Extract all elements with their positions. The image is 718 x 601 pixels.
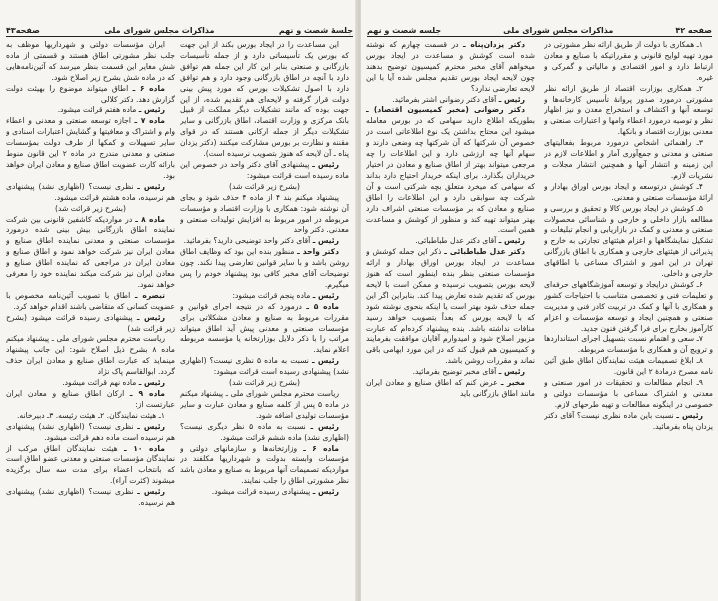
paragraph-text: عرض کنم که اطاق صنایع و معادن ایران مانند اطاق بازرگانی باید xyxy=(366,378,535,398)
speech-paragraph xyxy=(366,378,535,400)
paragraph-text: ۷ـ سعی و اهتمام نسبت بتسهیل اجرای استانداردها و ترویج آن و همکاری با مؤسسات مربوطه. xyxy=(544,334,713,355)
text-column xyxy=(180,40,349,591)
page-number: صفحه۴۳ xyxy=(6,26,40,35)
speaker-name: رئیس ـ xyxy=(138,105,165,115)
paragraph-text: پیشنهاد میکنم بند ۴ از ماده ۴ حذف شود و بجای آن نوشته شود: همکاری با وزارت اقتصاد و مؤسسات مربوطه در امور مربوط به افزایش تولیدات صنعتی و معدنی. دکتر واحد xyxy=(180,192,349,235)
paragraph-text: آقای دکتر رضوانی اشتر بفرمائید. xyxy=(392,94,497,104)
session-title: جلسهٔ شصت و نهم xyxy=(278,26,353,35)
speech-paragraph xyxy=(6,389,175,411)
speaker-name: ماده ۸ ـ xyxy=(135,214,165,224)
session-title: جلسه شصت و نهم xyxy=(367,26,442,35)
speech-paragraph xyxy=(366,105,535,236)
speaker-name: رئیس ـ xyxy=(312,487,339,497)
speech-paragraph xyxy=(544,411,713,433)
speaker-name: ماده ۹ ـ xyxy=(129,389,165,398)
text-paragraph xyxy=(544,84,713,139)
text-paragraph xyxy=(544,182,713,204)
paragraph-text: ریاست محترم مجلس شورای ملی ـ پیشنهاد میکنم ماده ۸ بشرح ذیل اصلاح شود: این جانب پیشنهاد مینماید که عبارت اطاق صنایع و معادن ایران حذف گردد. ابوالقاسم پاک نژاد xyxy=(6,334,175,377)
paragraph-text: نظری نیست؟ (اظهاری نشد) پیشنهادی هم نرسیده. xyxy=(6,487,175,508)
speaker-name: رئیس ـ xyxy=(312,290,339,300)
speaker-name: تبصره ـ xyxy=(134,290,165,300)
speaker-name: رئیس ـ xyxy=(137,487,165,497)
speech-paragraph xyxy=(180,236,349,247)
paragraph-text: بطوریکه اطلاع دارید سهامی که در بورس معامله میشود این محتاج بداشتن یک نوع اطلاعاتی است در خصوص آن شرکتها که آن شرکتها چه وضعی دارند و سهام آنها چه ارزشی دارد و این اطلاعات را چه مرجعی میتواند بهتر از اطاق صنایع و معادن در اختیار خریداران بگذارد. برای اینکه خریدار احتیاج دارد بداند که سهامی که میخرد متعلق بچه شرکتی است و آن شرکت چه سوابقی دارد و این اطلاعات را اطاق صنایع و معادن که بر مؤسسات صنعتی اشراف دارد بهتر میتواند تهیه کند و منظور از کوشش و مساعدت همین است. xyxy=(366,116,535,235)
speaker-name: ماده ۱۰ ـ xyxy=(124,443,165,453)
speech-paragraph xyxy=(6,487,175,509)
paragraph-text: وزارتخانه‌ها و سازمانهای دولتی و مؤسسات وابسته بدولت و شهرداریها مکلفند در مواردیکه تصمیمات آنها مربوط به صنایع و معادن باشد نظر مشورتی اطاق را جلب نمایند. xyxy=(180,443,349,486)
paragraph-text: ۱ـ هیئت نمایندگان. ۲ـ هیئت رئیسه. ۳ـ دبیرخانه. xyxy=(17,410,165,420)
speaker-name: ماده ۷ ـ xyxy=(134,116,166,126)
speaker-name: رئیس ـ xyxy=(137,421,165,431)
speaker-name: رئیس ـ xyxy=(498,236,525,246)
paragraph-text: نسبت به ماده ۵ نظر دیگری نیست؟ (اظهاری نشد) ماده ششم قرائت میشود. xyxy=(180,421,349,442)
paragraph-text: در مواردیکه کاشفین قانونی بین شرکت نماینده اطاق بازرگانی بیش بینی شده درمورد مؤسسات صنعتی و معدنی نماینده اطاق صنایع و معادن ایران نیز شرکت خواهد نمود و اطاق صنایع و معادن ایران در مراجعی که نماینده اطاق صنایع و معادن ایران نیز شرکت میکند نماینده خود را معرفی خواهد نمود. xyxy=(6,214,175,289)
speech-paragraph xyxy=(180,444,349,488)
speaker-name: رئیس ـ xyxy=(498,367,525,377)
speech-paragraph xyxy=(6,84,175,106)
paragraph-text: ذکر این جمله کوشش و مساعدت در ایجاد بورس اوراق بهادار و ارائه مؤسسات صنعتی بنظر بنده اینطور است که هنوز لایحه بورس بتصویب نرسیده و ممکن است با لایحه بورس که تقدیم شده تعارض پیدا کند. بنابراین اگر این جمله حذف شود بهتر است یا اینکه بنحوی نوشته شود که با لایحه بورس که بعداً بتصویب خواهد رسید منافات نداشته باشد. بنده پیشنهاد کرده‌ام که عبارت مزبور اصلاح شود و امیدوارم آقایان موافقت بفرمایند و کمیسیون هم قبول کند که در این مورد ابهامی باقی نماند و مقررات روشن باشد. xyxy=(366,247,535,366)
paragraph-text: ۶ـ کوشش درایجاد و توسعه آموزشگاههای حرفه‌ای و تعلیمات فنی و تخصصی متناسب با احتیاجات کشور و همکاری با آنها و کمک در تربیت کادر فنی و مدیریت صنعتی و همچنین ایجاد و توسعه مؤسسات و اعزام کارآموز بخارج برای فرا گرفتن فنون جدید. xyxy=(544,279,713,333)
paragraph-text: آقای دکتر واحد توضیحی دارید؟ بفرمائید. xyxy=(183,236,311,246)
speech-paragraph xyxy=(180,247,349,291)
paragraph-text: نسبت باین ماده نظری نیست؟ آقای دکتر یزدان پناه بفرمائید. xyxy=(544,410,713,431)
paragraph-text: ۵ـ کوشش در ایجاد بورس کالا و تحقیق و بررسی و مطالعه بازار داخلی و خارجی و شناسائی محصولات صنعتی و معدنی و کمک در بازاریابی و انجام تبلیغات و تشکیل نمایشگاهها و اعزام هیئتهای تجارتی به خارج و پذیرائی از هیئتهای خارجی و همکاری با اطاق بازرگانی تهران در این امور و اشتراک مساعی با اطاقهای خارجی و داخلی. xyxy=(544,203,713,279)
text-paragraph xyxy=(6,40,175,84)
speech-paragraph xyxy=(6,116,175,181)
text-column xyxy=(366,40,535,591)
paragraph-text: پیشنهادی رسیده قرائت میشود. xyxy=(211,487,311,497)
speech-paragraph xyxy=(6,313,175,335)
speech-paragraph xyxy=(6,105,175,116)
speech-paragraph xyxy=(366,95,535,106)
paragraph-text: پیشنهادی آقای دکتر واحد در خصوص این ماده رسیده است قرائت میشود: xyxy=(180,159,349,180)
speech-paragraph xyxy=(366,367,535,378)
speaker-name: دکتر عدل طباطبائی ـ xyxy=(444,247,525,257)
page-header xyxy=(367,23,712,37)
text-paragraph xyxy=(6,411,175,422)
paragraph-text: نظری نیست؟ (اظهاری نشد) پیشنهادی هم نرسیده، ماده هشتم قرائت میشود. xyxy=(6,181,175,202)
speaker-name: رئیس ـ xyxy=(312,236,339,246)
paragraph-text: ۲ـ همکاری بوزارت اقتصاد از طریق ارائه نظر مشورتی درمورد صدور پروانهٔ تأسیس کارخانه‌ها و توسعه آنها و اکتشاف و استخراج معدن و نیز اظهار نظر و توصیه درمورد اعطاء وامها و اعتبارات صنعتی و معدنی بوزارت اقتصاد و بانکها. xyxy=(544,83,713,137)
speech-paragraph xyxy=(6,422,175,444)
paragraph-text: ۴ـ کوشش درتوسعه و ایجاد بورس اوراق بهادار و ارائهٔ مؤسسات صنعتی و معدنی. xyxy=(544,181,713,202)
text-paragraph xyxy=(6,204,175,215)
text-paragraph xyxy=(544,138,713,182)
paragraph-text: ۳ـ راهنمائی اشخاص درمورد مربوط بفعالیتهای صنعتی و معدنی و جمع‌آوری آمار و اطلاعات لازم در این زمینه و انتشار آنها و همچنین انتشار مجلات و نشریات لازم. xyxy=(544,138,713,180)
speaker-name: ماده ۵ ـ xyxy=(306,301,339,311)
text-paragraph xyxy=(180,389,349,422)
paragraph-text: نسبت به ماده ۵ نظری نیست؟ (اظهاری نشد) پیشنهادی رسیده است قرائت میشود: xyxy=(180,356,349,377)
speaker-name: رئیس ـ xyxy=(310,421,340,431)
speech-paragraph xyxy=(366,40,535,95)
page-42 xyxy=(361,0,718,601)
speech-paragraph xyxy=(180,356,349,378)
speech-paragraph xyxy=(6,215,175,291)
speaker-name: دکتر واحد ـ xyxy=(297,247,339,257)
speech-paragraph xyxy=(6,291,175,313)
page-43 xyxy=(0,0,357,601)
speech-paragraph xyxy=(180,487,349,498)
paragraph-text: ریاست محترم مجلس شورای ملی ـ پیشنهاد میکنم در ماده ۵ پس از کلمه صنایع و معادن عبارت و سایر مؤسسات تولیدی اضافه شود. xyxy=(180,389,349,420)
paragraph-text: ماده هفتم قرائت میشود. xyxy=(57,105,137,115)
speaker-name: رئیس ـ xyxy=(312,159,339,169)
text-paragraph xyxy=(544,378,713,411)
paragraph-text: پیشنهادی رسیده قرائت میشود (بشرح زیر قرائت شد) xyxy=(6,312,175,333)
speech-paragraph xyxy=(6,444,175,488)
speaker-name: رئیس ـ xyxy=(312,356,339,366)
text-paragraph xyxy=(544,40,713,84)
publication-title: مذاکرات مجلس شورای ملی xyxy=(503,26,614,35)
publication-title: مذاکرات مجلس شورای ملی xyxy=(104,26,215,35)
paragraph-text: منظور بنده این بود که وظایف اطاق روشن باشد و با سایر قوانین تعارضی پیدا نکند. چون توضیحات آقای مخبر کافی بود پیشنهاد خودم را پس میگیرم. xyxy=(180,247,349,289)
speaker-name: رئیس ـ xyxy=(138,378,165,388)
paragraph-text: (بشرح زیر قرائت شد) xyxy=(55,203,126,213)
speech-paragraph xyxy=(180,302,349,357)
text-paragraph xyxy=(544,334,713,356)
paragraph-text: ارکان اطاق صنایع و معادن ایران عبارتست از: xyxy=(6,389,175,409)
paragraph-text: ماده پنجم قرائت میشود: xyxy=(232,290,311,300)
speech-paragraph xyxy=(180,422,349,444)
text-paragraph xyxy=(180,193,349,237)
paragraph-text: اطاق با تصویب آئین‌نامه مخصوص با عضویت کسانی که متقاضی باشند اقدام خواهد کرد. xyxy=(6,290,175,311)
paragraph-text: آقای مخبر توضیح بفرمائید. xyxy=(412,367,497,377)
speaker-name: دکتر یزدان‌پناه ـ xyxy=(463,40,525,49)
speaker-name: رئیس ـ xyxy=(136,312,166,322)
paragraph-text: (بشرح زیر قرائت شد) xyxy=(229,181,300,191)
speaker-name: دکتر رضوانی (مخبر کمیسیون اقتصاد) ـ xyxy=(366,105,525,115)
text-paragraph xyxy=(180,182,349,193)
paragraph-text: نظری نیست؟ (اظهاری نشد) پیشنهادی هم نرسیده است ماده دهم قرائت میشود. xyxy=(6,421,175,442)
speech-paragraph xyxy=(366,236,535,247)
text-column xyxy=(6,40,175,591)
speaker-name: ماده ۶ ـ xyxy=(303,443,339,453)
paragraph-text: اجازه توسعه صنعتی و معدنی و اعطاء وام و اشتراک و معافیتها و گشایش اعتبارات اسنادی و سایر تسهیلات و کمکها از طرف دولت بمؤسسات صنعتی و معدنی مندرج در ماده ۲ این قانون منوط بارائه کارت عضویت اطاق صنایع و معادن ایران خواهد بود. xyxy=(6,116,175,180)
paragraph-text: درمورد که در نتیجه اجرای قوانین و مقررات مربوط به صنایع و معادن مشکلاتی برای مؤسسات صنعتی و معدنی پیش آید اطاق میتواند مراتب را با ذکر دلایل بوزارتخانه یا مؤسسه مربوطه اعلام نماید. xyxy=(180,301,349,355)
paragraph-text: در قسمت چهارم که نوشته شده است کوشش و مساعدت در ایجاد بورس میخواهم آقای مخبر محترم کمیسیون توضیح بدهند چون لایحه ایجاد بورس تقدیم مجلس شده آیا با این لایحه تعارضی ندارد؟ xyxy=(366,40,535,93)
speaker-name: رئیس ـ xyxy=(498,94,525,104)
text-paragraph xyxy=(6,334,175,378)
text-paragraph xyxy=(544,280,713,335)
speech-paragraph xyxy=(6,182,175,204)
paragraph-text: ماده نهم قرائت میشود. xyxy=(62,378,137,388)
speech-paragraph xyxy=(366,247,535,367)
speaker-name: مخبر ـ xyxy=(500,378,525,388)
speaker-name: رئیس ـ xyxy=(137,181,165,191)
paragraph-text: این مساعدت را در ایجاد بورس بکند از این جهت که بورس یک تأسیساتی دارد و از جمله تأسیسات بازرگانی و صنعتی بنابر این کار این جمله هم توافق دارد با آنچه در اطاق بازرگانی وجود دارد و هم توافق دارد با اصول تشکیلات بورس که مورد پیش بینی دولت قرار گرفته و لایحه‌ای هم تقدیم شده، از این جهت بوده که مانند تشکیلات دیگر مملکت از قبیل بانک مرکزی و وزارت اقتصاد، اطاق بازرگانی و سایر تشکیلات دیگر از جمله ارکانی هستند که در قوای مقننه و نظارت بر بورس مشارکت میکنند (دکتر یزدان پناه ـ آن لایحه که هنوز بتصویب نرسیده است). xyxy=(180,40,349,159)
text-paragraph xyxy=(544,356,713,378)
speech-paragraph xyxy=(6,378,175,389)
text-paragraph xyxy=(180,378,349,389)
page-number: صفحه ۴۲ xyxy=(675,26,712,35)
text-column xyxy=(544,40,713,591)
paragraph-text: ۹ـ انجام مطالعات و تحقیقات در امور صنعتی و معدنی و اشتراک مساعی با مؤسسات دولتی و خصوصی در اینگونه مطالعات و تهیه طرحهای لازم. xyxy=(544,378,713,409)
page-header xyxy=(6,23,353,37)
text-paragraph xyxy=(544,204,713,280)
paragraph-text: اطاق میتواند موضوع را بهیئت دولت گزارش دهد. دکتر کلالی xyxy=(6,83,175,104)
text-paragraph xyxy=(180,40,349,160)
paragraph-text: ۸ـ ابلاغ تصمیمات هیئت نمایندگان اطاق طبق آئین نامه مصرح درمادهٔ ۲ این قانون. xyxy=(544,356,713,377)
paragraph-text: ۱ـ همکاری با دولت از طریق ارائه نظر مشورتی در مورد تهیه لوایح قانونی و مقرراتیکه با صنایع و معادن ارتباط دارد و امور اقتصادی و مالیاتی و گمرکی و غیره. xyxy=(544,40,713,82)
speech-paragraph xyxy=(180,291,349,302)
speech-paragraph xyxy=(180,160,349,182)
paragraph-text: هیئت نمایندگان اطاق مرکب از نمایندگان مؤسسات صنعتی و معدنی عضو اطاق است که بانتخاب اعضاء برای مدت سه سال برگزیده میشوند (کثرت آراء). xyxy=(6,443,175,486)
paragraph-text: آقای دکتر عدل طباطبائی. xyxy=(415,236,497,246)
paragraph-text: ایران مؤسسات دولتی و شهرداریها موظف به جلب نظر مشورتی اطاق هستند و قسمتی از ماده شش مغایر این قسمت بنظر میرسد که آئین‌نامه‌هایی که در ماده شش بشرح زیر اصلاح شود. xyxy=(6,40,175,82)
paragraph-text: (بشرح زیر قرائت شد) xyxy=(229,378,300,388)
speaker-name: ماده ۶ ـ xyxy=(132,83,165,93)
speaker-name: رئیس ـ xyxy=(676,410,703,420)
